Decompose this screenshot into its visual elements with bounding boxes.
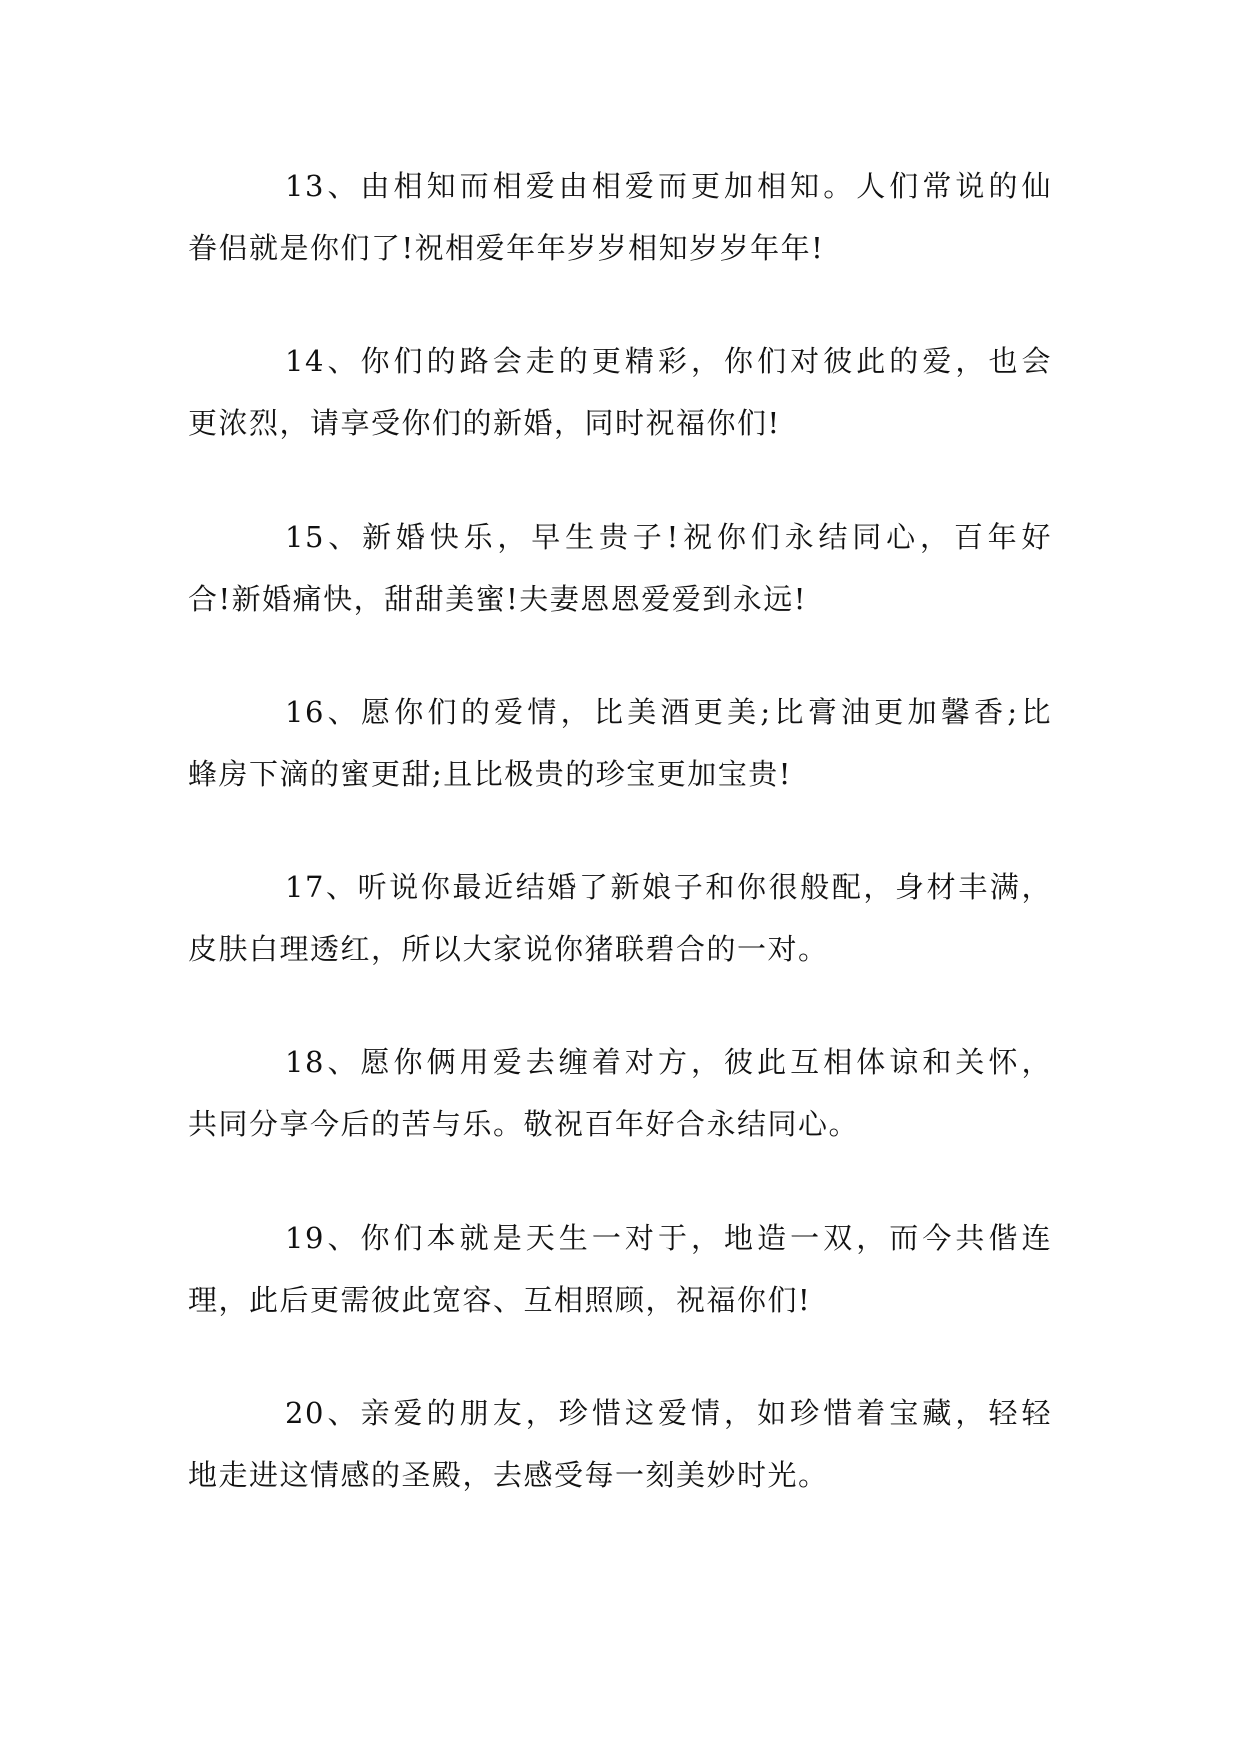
paragraph-17 [188, 856, 1052, 980]
paragraph-14 [188, 330, 1052, 454]
paragraph-line: 19、你们本就是天生一对于，地造一双，而今共偕连 [285, 1221, 1052, 1255]
paragraph-line: 17、听说你最近结婚了新娘子和你很般配，身材丰满， [285, 870, 1052, 904]
paragraph-line: 18、愿你俩用爱去缠着对方，彼此互相体谅和关怀， [285, 1045, 1052, 1079]
paragraph-19 [188, 1207, 1052, 1331]
paragraph-line: 更浓烈，请享受你们的新婚，同时祝福你们! [188, 406, 781, 440]
paragraph-line: 共同分享今后的苦与乐。敬祝百年好合永结同心。 [188, 1107, 860, 1141]
paragraph-line: 蜂房下滴的蜜更甜;且比极贵的珍宝更加宝贵! [188, 757, 792, 791]
paragraph-18 [188, 1031, 1052, 1155]
paragraph-line: 13、由相知而相爱由相爱而更加相知。人们常说的仙 [285, 169, 1052, 203]
paragraph-line: 20、亲爱的朋友，珍惜这爱情，如珍惜着宝藏，轻轻 [285, 1396, 1052, 1430]
paragraph-line: 皮肤白理透红，所以大家说你猪联碧合的一对。 [188, 932, 829, 966]
paragraph-16 [188, 681, 1052, 805]
paragraph-20 [188, 1382, 1052, 1506]
paragraph-line: 16、愿你们的爱情，比美酒更美;比膏油更加馨香;比 [285, 695, 1052, 729]
paragraph-line: 眷侣就是你们了!祝相爱年年岁岁相知岁岁年年! [188, 231, 825, 265]
paragraph-line: 合!新婚痛快，甜甜美蜜!夫妻恩恩爱爱到永远! [188, 582, 807, 616]
paragraph-13 [188, 155, 1052, 279]
paragraph-line: 15、新婚快乐，早生贵子!祝你们永结同心，百年好 [285, 520, 1052, 554]
paragraph-15 [188, 506, 1052, 630]
paragraph-line: 理，此后更需彼此宽容、互相照顾，祝福你们! [188, 1283, 812, 1317]
paragraph-line: 14、你们的路会走的更精彩，你们对彼此的爱，也会 [285, 344, 1052, 378]
paragraph-line: 地走进这情感的圣殿，去感受每一刻美妙时光。 [188, 1458, 829, 1492]
